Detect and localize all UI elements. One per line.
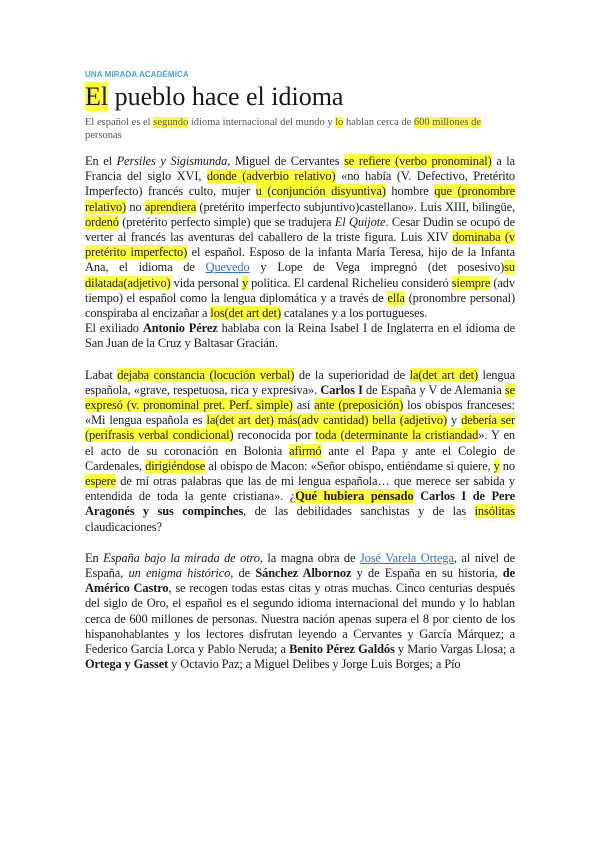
text: , se recogen todas estas citas y otras muchas. Cinco centurias después del siglo de Oro, el español es el segundo idioma internacional del mundo y lo hablan cerca de 600 millones de personas. Nuestra nación apenas supera el 8 por ciento de los hispanohablantes y los lectores disfrutan leyendo a Cervantes y García Márquez; a Federico García Lorca y Pablo Neruda; a [85, 581, 515, 657]
highlight: ante (preposición) [314, 398, 404, 413]
highlight: donde (adverbio relativo) [206, 169, 336, 184]
paragraph-2 [85, 368, 515, 535]
highlight: la(det art det) [409, 367, 478, 382]
highlight: los(det art det) [210, 306, 282, 321]
bold-name: Antonio Pérez [142, 321, 218, 336]
highlight [295, 489, 413, 503]
text: , la magna obra de [259, 550, 360, 565]
paragraph-1 [85, 154, 515, 352]
text: así [292, 398, 315, 413]
highlight: aprendiera [144, 199, 197, 214]
text: Labat [85, 367, 118, 382]
subtitle-text: hablan cerca de [343, 117, 414, 128]
quevedo-link[interactable]: Quevedo [205, 260, 250, 275]
highlight: debería ser (perífrasis verbal condicional) [85, 413, 516, 443]
text: (adv tiempo) el español como la lengua diplomática y a través de [85, 275, 515, 305]
text: y [446, 413, 462, 428]
subtitle-highlight: 600 millones de [413, 117, 481, 128]
text: «no había (V. Defectivo, Pretérito Imperfecto) [85, 169, 516, 199]
highlight: se refiere (verbo pronominal) [344, 154, 492, 168]
subtitle-text: idioma internacional del mundo y [188, 117, 336, 128]
text: al obispo de Macon: «Señor obispo, entiéndame si quiere, [205, 458, 494, 473]
text: hombre [385, 184, 435, 199]
bold-name: Ortega y Gasset [85, 657, 169, 672]
highlight: toda (determinante la cristiandad [315, 428, 479, 443]
text: no [126, 199, 145, 214]
bold-name: Carlos I de Pere Aragonés y sus compinches [85, 489, 515, 519]
highlight: espere [85, 474, 117, 489]
highlight: la(det art det) [206, 413, 274, 428]
text: catalanes y a los portugueses. [281, 306, 428, 321]
highlight: u (conjunción disyuntiva) [255, 184, 386, 199]
subtitle-highlight: lo [335, 117, 344, 128]
highlight: y [241, 275, 249, 290]
highlight: su dilatada(adjetivo) [85, 260, 515, 290]
text: (pretérito imperfecto subjuntivo)castellano». Luis XIII, bilingüe, [196, 199, 515, 214]
paragraph-3 [85, 551, 515, 673]
text: y de España en su historia, [351, 566, 503, 581]
text: En el [85, 154, 117, 168]
bold-name: Sánchez Albornoz [255, 566, 352, 581]
text: vida personal [170, 275, 242, 290]
text: claudicaciones? [85, 519, 162, 534]
text: . Cesar Dudin se ocupó de verter al francés las aventuras del caballero de la triste figura. Luis XIV [85, 214, 515, 245]
title-rest: pueblo hace el idioma [108, 82, 344, 111]
text: hablaba con la Reina Isabel I de Inglaterra en el idioma de San Juan de la Cruz y Baltasar Gracián. [85, 321, 515, 351]
text: (pretérito perfecto simple) que se tradujera [118, 214, 335, 229]
article-title [85, 83, 515, 111]
book-title: El Quijote [334, 214, 386, 229]
highlight: dirigiéndose [145, 458, 206, 473]
subtitle-text: El español es el [85, 117, 154, 128]
highlight: que (pronombre relativo) [85, 184, 516, 214]
highlight: ordenó [85, 214, 119, 229]
text: ante el Papa y ante el Colegio de Cardenales, [85, 443, 515, 473]
text: , al nivel de España, [85, 550, 515, 581]
highlight: insólitas [474, 504, 515, 519]
text: En [85, 550, 104, 565]
text: lengua española, «grave, respetuosa, rica y expresiva». [85, 367, 515, 397]
text: a la Francia del siglo XVI, [85, 154, 515, 184]
highlight: afirmó [289, 443, 322, 458]
text: los obispos franceses: «Mi lengua española es [85, 398, 515, 428]
bold-name: Carlos I [320, 382, 363, 397]
text: el español. Esposo de la infanta María Teresa, hijo de la Infanta Ana, el idioma de [85, 245, 515, 275]
subtitle-text: personas [85, 130, 122, 141]
text: francés culto, mujer [142, 184, 256, 199]
text: y Mario Vargas Llosa; a [394, 642, 515, 657]
highlight: dejaba constancia (locución verbal) [117, 367, 295, 382]
text: no [499, 458, 515, 473]
text: El exiliado [85, 321, 143, 336]
article-subtitle [85, 116, 515, 142]
text: (pronombre personal) conspiraba al encizañar a [85, 290, 515, 321]
bold-name: Benito Pérez Galdós [289, 642, 395, 657]
book-title: un enigma histórico [128, 566, 231, 581]
text: , de [230, 566, 256, 581]
text: y Lope de Vega impregnó (det posesivo) [249, 260, 505, 275]
text: de mí otras palabras que las de mi lengua española… que merece ser sabida y entendida de toda la gente cristiana». ¿ [85, 474, 515, 504]
book-title: España bajo la mirada de otro [103, 550, 260, 565]
text: reconocida por [233, 428, 316, 443]
subtitle-highlight: segundo [153, 117, 189, 128]
text: de España y V de Alemania [362, 382, 505, 397]
highlight: se expresó (v. pronominal pret. Perf. simple) [85, 382, 515, 413]
text: , de las debilidades sanchistas y de las [243, 504, 475, 519]
text: política. El cardenal Richelieu consideró [248, 275, 452, 290]
highlight: y [493, 458, 500, 473]
jose-varela-ortega-link[interactable]: José Varela Ortega [359, 550, 454, 565]
highlight: ella [387, 290, 405, 305]
highlight: siempre [451, 275, 491, 290]
text: ». Y en el acto de su coronación en Bolonia [85, 428, 515, 458]
text: y Octavio Paz; a Miguel Delibes y Jorge Luis Borges; a Pío [168, 657, 461, 672]
section-kicker: UNA MIRADA ACADÉMICA [85, 70, 189, 79]
book-title: Persiles y Sigismunda [116, 154, 228, 168]
highlight: dominaba (v pretérito imperfecto) [85, 230, 515, 260]
text: , Miguel de Cervantes [227, 154, 345, 168]
bold-question: Qué hubiera pensado [295, 489, 414, 504]
title-first-word: El [85, 82, 109, 111]
text: de la superioridad de [294, 367, 410, 382]
highlight: más(adv cantidad) bella (adjetivo) [273, 413, 447, 428]
bold-name: de Américo Castro [85, 566, 515, 596]
article [85, 70, 515, 673]
